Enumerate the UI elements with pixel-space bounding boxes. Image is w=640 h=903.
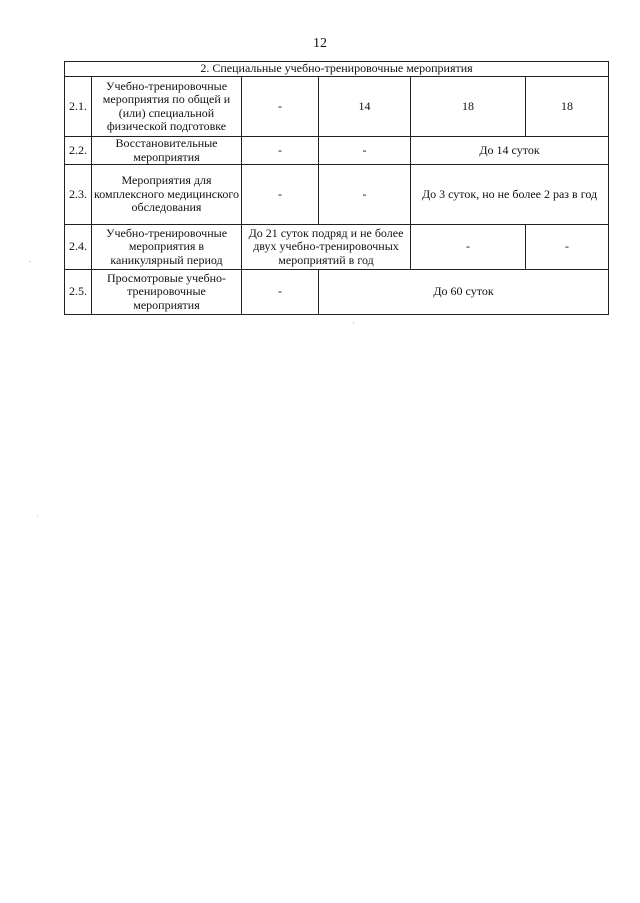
- row-number: 2.5.: [65, 270, 92, 315]
- cell-value: 18: [411, 77, 526, 137]
- page-number: 12: [313, 36, 327, 51]
- cell-value: 18: [526, 77, 609, 137]
- cell-value: -: [242, 165, 319, 225]
- row-name: Учебно-тренировочные мероприятия по общей и (или) специальной физической подготовке: [92, 77, 242, 137]
- row-number: 2.1.: [65, 77, 92, 137]
- row-name: Восстановительные мероприятия: [92, 137, 242, 165]
- table-row: [65, 137, 609, 165]
- table-row: [65, 270, 609, 315]
- cell-value: До 3 суток, но не более 2 раз в год: [411, 165, 609, 225]
- section-header-row: [65, 62, 609, 77]
- scan-speck: [353, 322, 354, 324]
- cell-value: -: [242, 137, 319, 165]
- row-name: Мероприятия для комплексного медицинского обследования: [92, 165, 242, 225]
- scan-speck: [37, 515, 38, 516]
- cell-value: До 60 суток: [319, 270, 609, 315]
- table-row: [65, 77, 609, 137]
- cell-value: 14: [319, 77, 411, 137]
- cell-value: -: [411, 225, 526, 270]
- cell-value: -: [242, 77, 319, 137]
- cell-value: До 14 суток: [411, 137, 609, 165]
- row-number: 2.4.: [65, 225, 92, 270]
- cell-value: -: [526, 225, 609, 270]
- table-row: [65, 225, 609, 270]
- table-row: [65, 165, 609, 225]
- row-name: Учебно-тренировочные мероприятия в каникулярный период: [92, 225, 242, 270]
- scan-speck: [29, 261, 31, 262]
- row-name: Просмотровые учебно-тренировочные мероприятия: [92, 270, 242, 315]
- row-number: 2.3.: [65, 165, 92, 225]
- cell-value: -: [242, 270, 319, 315]
- cell-value: -: [319, 137, 411, 165]
- cell-value: -: [319, 165, 411, 225]
- cell-value: До 21 суток подряд и не более двух учебно-тренировочных мероприятий в год: [242, 225, 411, 270]
- section-title: 2. Специальные учебно-тренировочные мероприятия: [65, 62, 609, 77]
- training-events-table: [64, 61, 609, 315]
- row-number: 2.2.: [65, 137, 92, 165]
